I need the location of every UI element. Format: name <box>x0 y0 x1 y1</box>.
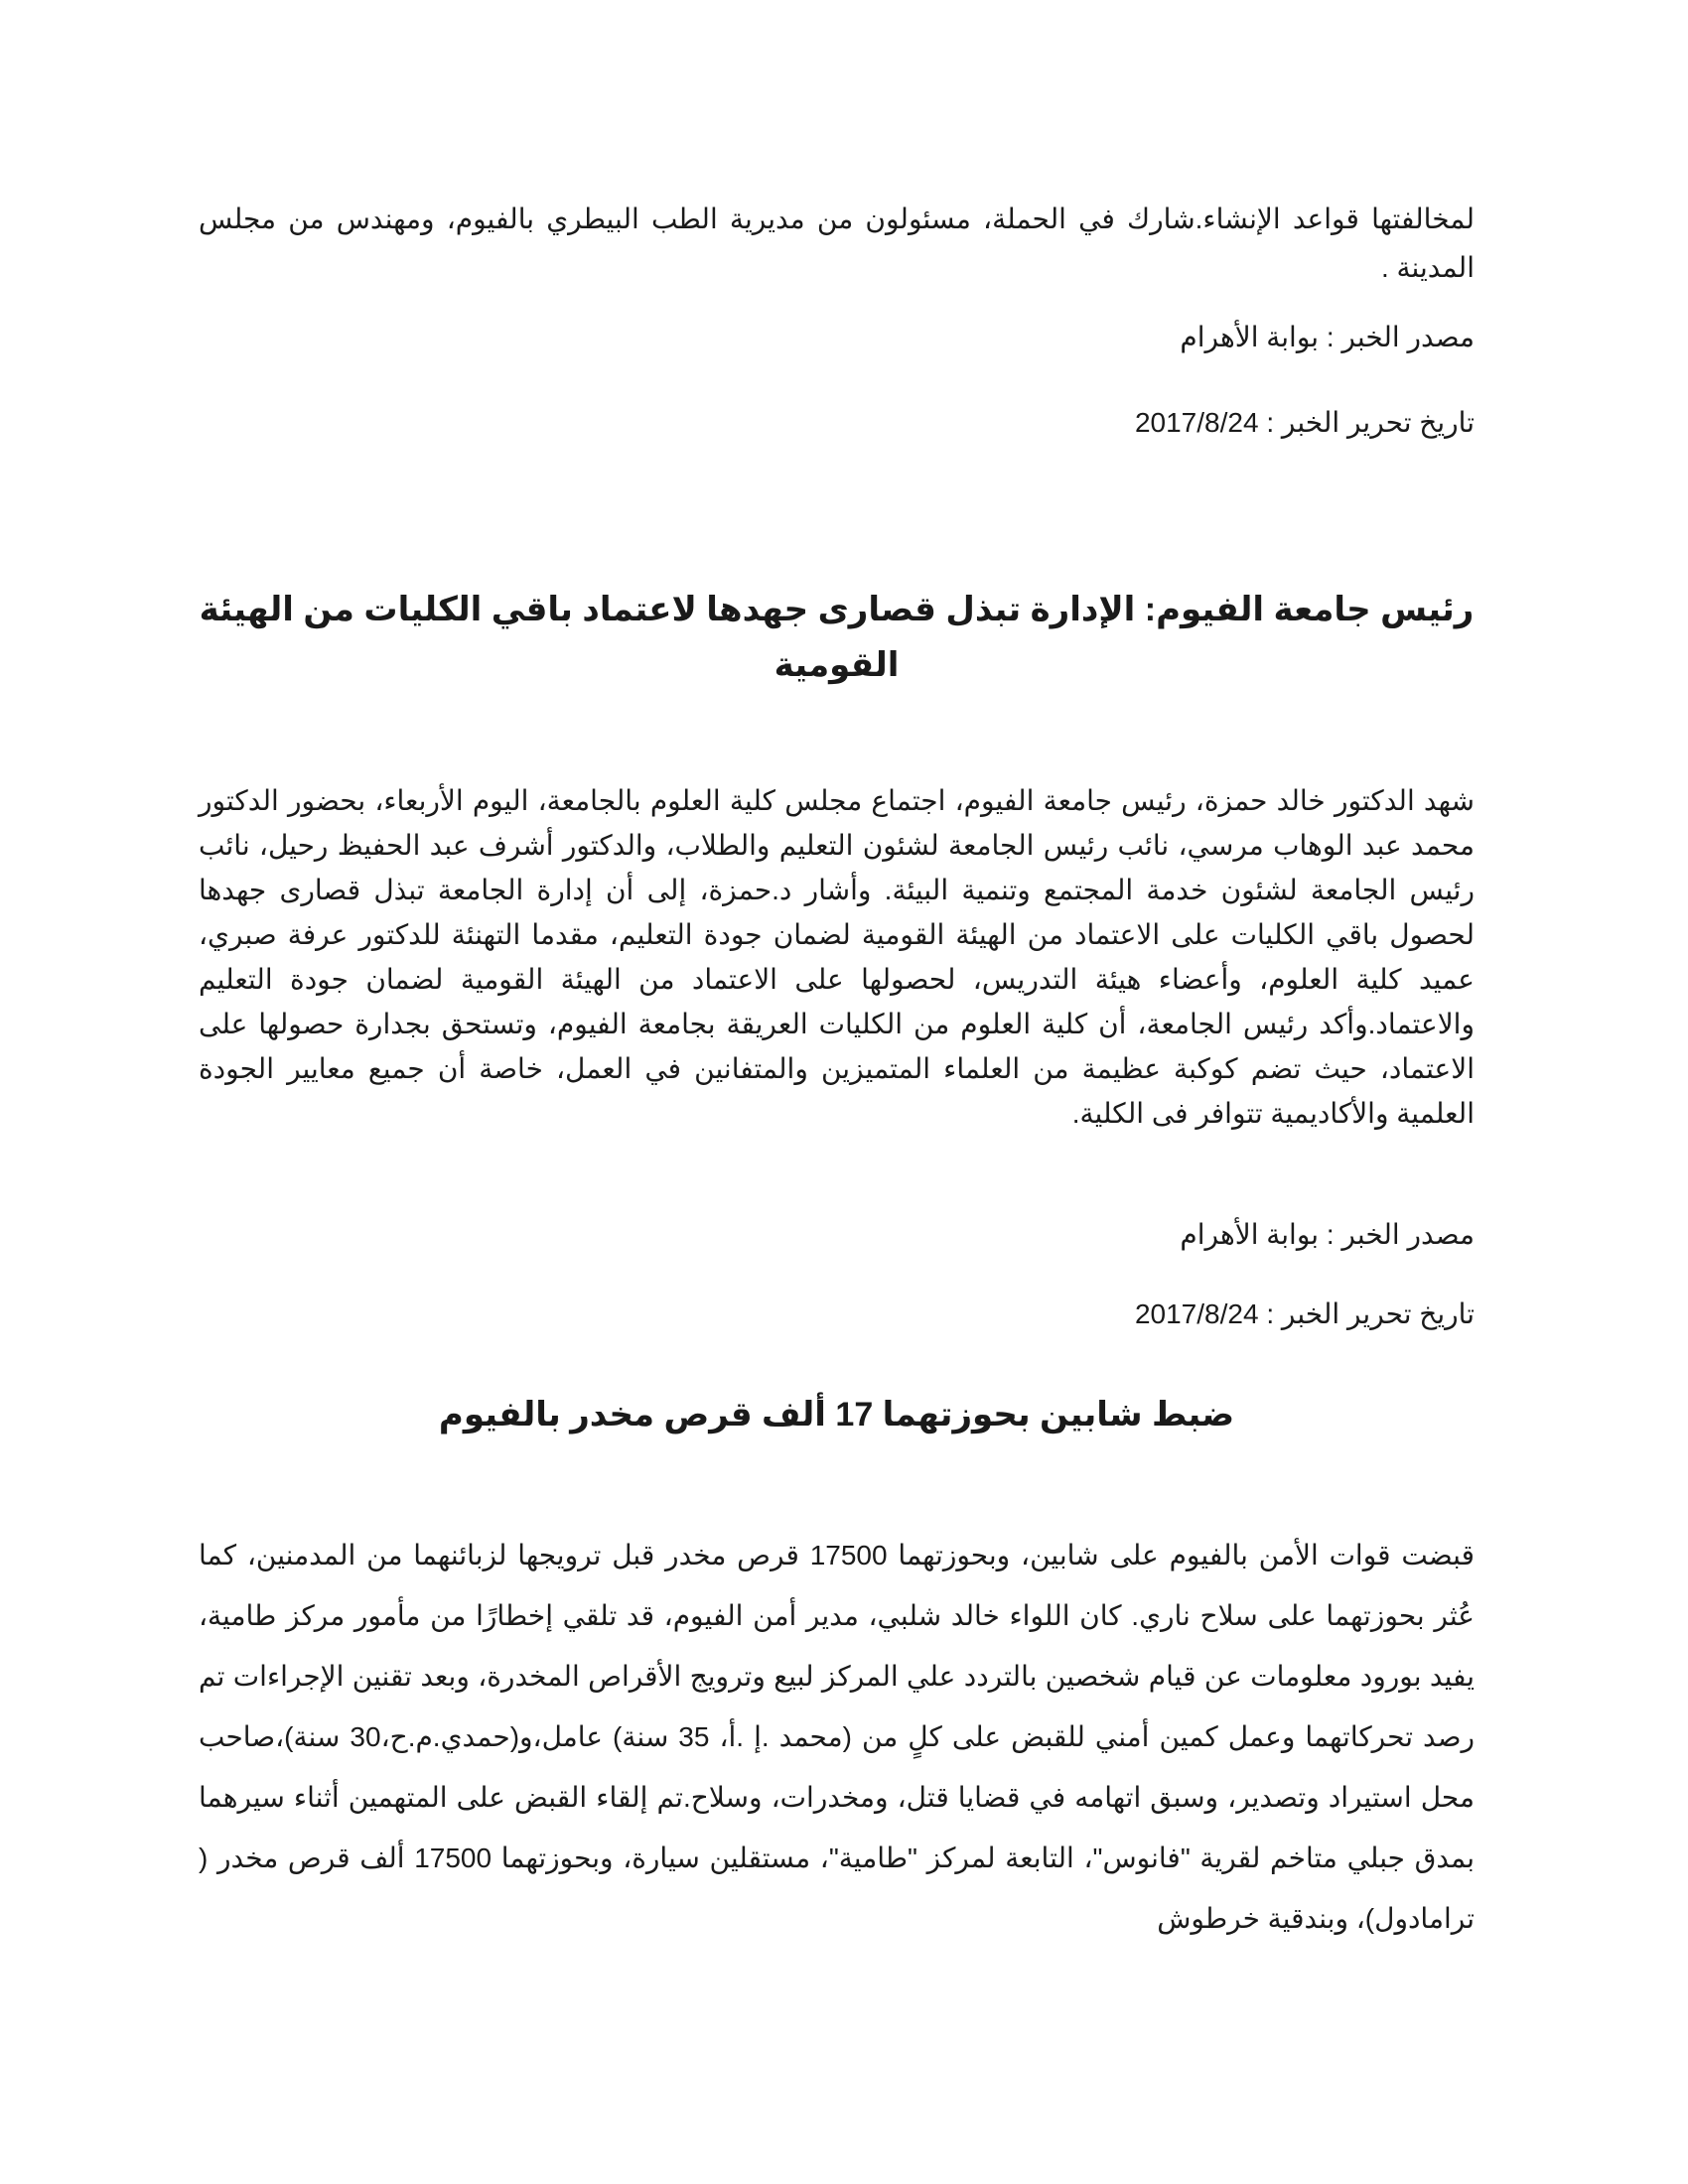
news-date-line: تاريخ تحرير الخبر : 2017/8/24 <box>1134 407 1475 438</box>
news-source-line: مصدر الخبر : بوابة الأهرام <box>1180 1219 1475 1250</box>
intro-paragraph: لمخالفتها قواعد الإنشاء.شارك في الحملة، مسئولون من مديرية الطب البيطري بالفيوم، ومهندس من مجلس المدينة . <box>199 204 1475 283</box>
article-title: ضبط شابين بحوزتهما 17 ألف قرص مخدر بالفيوم <box>438 1396 1235 1433</box>
article-body: قبضت قوات الأمن بالفيوم على شابين، وبحوزتهما 17500 قرص مخدر قبل ترويجها لزبائنهما من المدمنين، كما عُثر بحوزتهما على سلاح ناري. كان اللواء خالد شلبي، مدير أمن الفيوم، قد تلقي إخطارًا من مأمور مركز طامية، يفيد بورود معلومات عن قيام شخصين بالتردد علي المركز لبيع وترويج الأقراص المخدرة، وبعد تقنين الإجراءات تم رصد تحركاتهما وعمل كمين أمني للقبض على كلٍ من (محمد .إ .أ، 35 سنة) عامل،و(حمدي.م.ح،30 سنة)،صاحب محل استيراد وتصدير، وسبق اتهامه في قضايا قتل، ومخدرات، وسلاح.تم إلقاء القبض على المتهمين أثناء سيرهما بمدق جبلي متاخم لقرية "فانوس"، التابعة لمركز "طامية"، مستقلين سيارة، وبحوزتهما 17500 ألف قرص مخدر ( ترامادول)، وبندقية خرطوش <box>199 1540 1476 1934</box>
news-source-line: مصدر الخبر : بوابة الأهرام <box>1180 322 1475 352</box>
news-date-line: تاريخ تحرير الخبر : 2017/8/24 <box>1134 1298 1475 1329</box>
article-title: رئيس جامعة الفيوم: الإدارة تبذل قصارى جهدها لاعتماد باقي الكليات من الهيئة القومية <box>199 591 1475 684</box>
article-body: شهد الدكتور خالد حمزة، رئيس جامعة الفيوم، اجتماع مجلس كلية العلوم بالجامعة، اليوم الأربعاء، بحضور الدكتور محمد عبد الوهاب مرسي، نائب رئيس الجامعة لشئون التعليم والطلاب، والدكتور أشرف عبد الحفيظ رحيل، نائب رئيس الجامعة لشئون خدمة المجتمع وتنمية البيئة. وأشار د.حمزة، إلى أن إدارة الجامعة تبذل قصارى جهدها لحصول باقي الكليات على الاعتماد من الهيئة القومية لضمان جودة التعليم، مقدما التهنئة للدكتور عرفة صبري، عميد كلية العلوم، وأعضاء هيئة التدريس، لحصولها على الاعتماد من الهيئة القومية لضمان جودة التعليم والاعتماد.وأكد رئيس الجامعة، أن كلية العلوم من الكليات العريقة بجامعة الفيوم، وتستحق بجدارة حصولها على الاعتماد، حيث تضم كوكبة عظيمة من العلماء المتميزين والمتفانين في العمل، خاصة أن جميع معايير الجودة العلمية والأكاديمية تتوافر فى الكلية. <box>199 785 1475 1129</box>
